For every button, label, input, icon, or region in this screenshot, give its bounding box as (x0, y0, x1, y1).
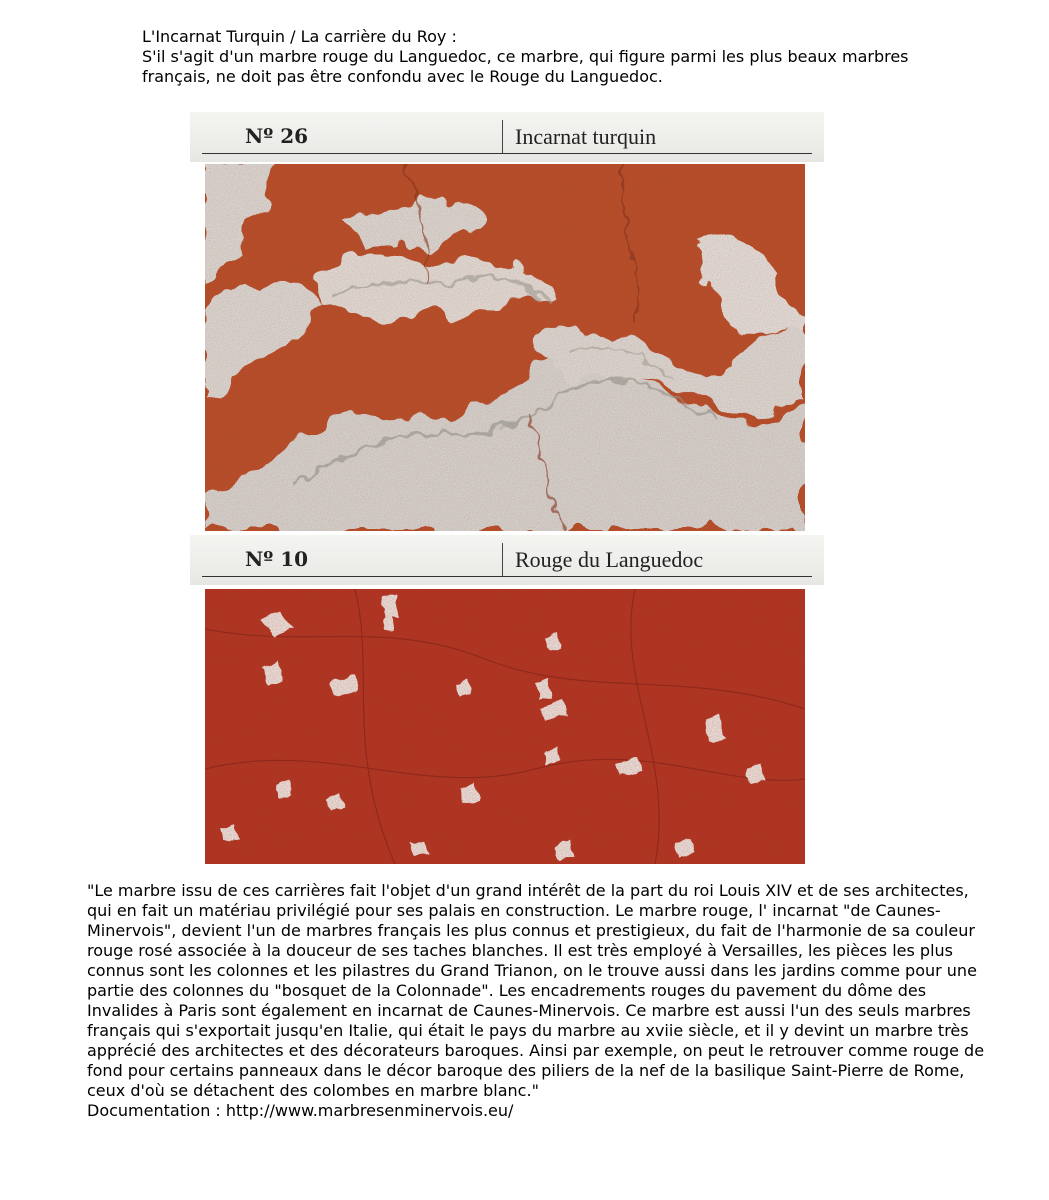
marble-image-incarnat (205, 164, 805, 531)
label-underline (202, 153, 812, 154)
label-separator (502, 543, 503, 577)
intro-title: L'Incarnat Turquin / La carrière du Roy : (142, 27, 457, 46)
sample-label-26 (190, 112, 824, 162)
quote-paragraph: "Le marbre issu de ces carrières fait l'objet d'un grand intérêt de la part du roi Louis XIV et de ses architectes, qui en fait un matériau privilégié pour ses palais en construction. Le marbre rouge, l' incarnat "de Caunes-Minervois", devient l'un de marbres français les plus connus et prestigieux, du fait de l'harmonie de sa couleur rouge rosé associée à la douceur de ses taches blanches. Il est très employé à Versailles, les pièces les plus connus sont les colonnes et les pilastres du Grand Trianon, on le trouve aussi dans les jardins comme pour une partie des colonnes du "bosquet de la Colonnade". Les encadrements rouges du pavement du dôme des Invalides à Paris sont également en incarnat de Caunes-Minervois. Ce marbre est aussi l'un des seuls marbres français qui s'exportait jusqu'en Italie, qui était le pays du marbre au xviie siècle, et il y devint un marbre très apprécié des architectes et des décorateurs baroques. Ainsi par exemple, on peut le retrouver comme rouge de fond pour certains panneaux dans le décor baroque des piliers de la nef de la basilique Saint-Pierre de Rome, ceux d'où se détachent des colombes en marbre blanc." (87, 881, 985, 1100)
intro-text: S'il s'agit d'un marbre rouge du Languedoc, ce marbre, qui figure parmi les plus beaux marbres français, ne doit pas être confondu avec le Rouge du Languedoc. (142, 47, 909, 86)
marble-image-rouge (205, 589, 805, 864)
body-text (87, 881, 987, 1121)
sample-number: Nº 26 (245, 124, 309, 148)
marble-swatch-rouge-du-languedoc (205, 589, 805, 864)
label-underline (202, 576, 812, 577)
intro-block (142, 27, 942, 87)
sample-name: Incarnat turquin (515, 124, 657, 149)
sample-label-10 (190, 535, 824, 585)
documentation-line: Documentation : http://www.marbresenminervois.eu/ (87, 1101, 514, 1120)
label-separator (502, 120, 503, 154)
sample-name: Rouge du Languedoc (515, 547, 704, 572)
sample-number: Nº 10 (245, 547, 309, 571)
marble-swatch-incarnat-turquin (205, 164, 805, 531)
